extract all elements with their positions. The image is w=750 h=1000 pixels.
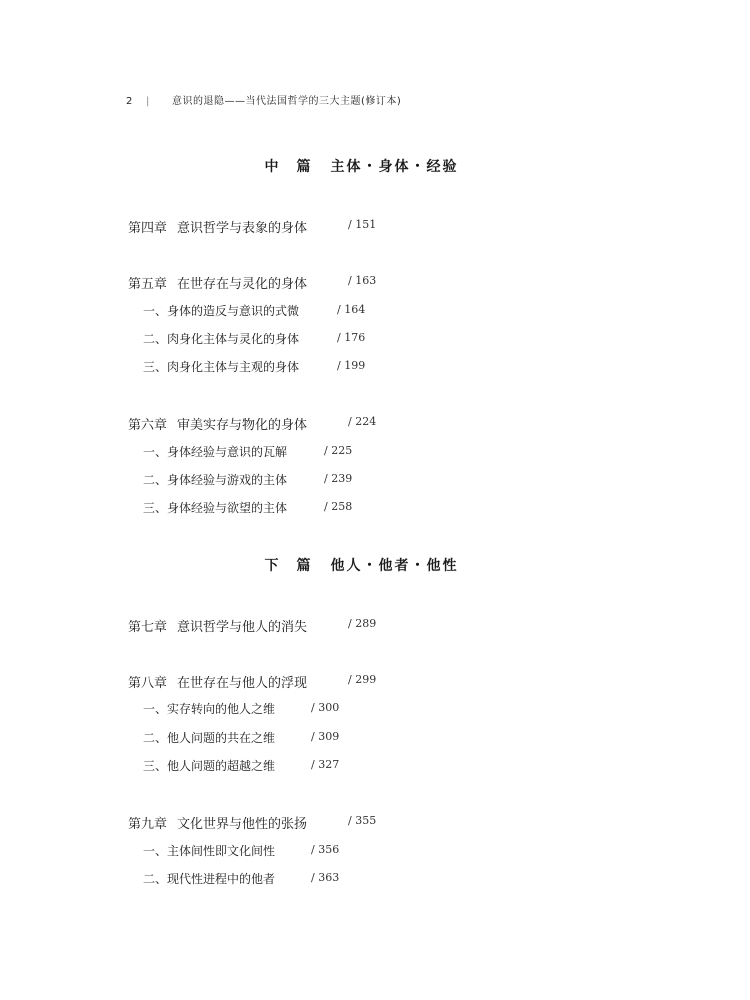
toc-chapter-6[interactable]: [128, 414, 377, 433]
chapter-number: 第七章: [128, 620, 168, 635]
toc-section[interactable]: [143, 842, 340, 859]
section-page: / 199: [337, 359, 366, 372]
toc-chapter-4[interactable]: [128, 217, 377, 236]
chapter-number: 第八章: [128, 676, 168, 691]
running-header: [126, 92, 401, 107]
section-title: 三、他人问题的超越之维: [143, 759, 276, 773]
chapter-number: 第九章: [128, 817, 168, 832]
toc-chapter-7[interactable]: [128, 616, 377, 635]
chapter-page: / 299: [348, 673, 377, 686]
section-title: 一、主体间性即文化间性: [143, 844, 276, 858]
section-page: / 363: [311, 871, 340, 884]
toc-chapter-9[interactable]: [128, 813, 377, 832]
section-page: / 164: [337, 303, 366, 316]
section-title: 三、肉身化主体与主观的身体: [143, 360, 300, 374]
section-title: 一、身体经验与意识的瓦解: [143, 445, 288, 459]
section-title: 三、身体经验与欲望的主体: [143, 501, 288, 515]
chapter-title: 在世存在与他人的浮现: [177, 676, 308, 691]
section-page: / 258: [324, 500, 353, 513]
chapter-page: / 151: [348, 218, 377, 231]
part-heading-lower: [0, 555, 723, 575]
section-title: 一、身体的造反与意识的式微: [143, 304, 300, 318]
section-title: 二、肉身化主体与灵化的身体: [143, 332, 300, 346]
section-page: / 309: [311, 730, 340, 743]
book-title: 意识的退隐——当代法国哲学的三大主题(修订本): [172, 96, 402, 107]
section-page: / 356: [311, 843, 340, 856]
section-title: 一、实存转向的他人之维: [143, 702, 276, 716]
toc-section[interactable]: [143, 700, 340, 717]
chapter-title: 文化世界与他性的张扬: [177, 817, 308, 832]
part-heading-middle: [0, 156, 723, 176]
chapter-title: 意识哲学与他人的消失: [177, 620, 308, 635]
toc-section[interactable]: [143, 729, 340, 746]
section-title: 二、他人问题的共在之维: [143, 731, 276, 745]
part-name: 下 篇: [264, 558, 313, 574]
toc-chapter-5[interactable]: [128, 273, 377, 292]
section-page: / 239: [324, 472, 353, 485]
toc-section[interactable]: [143, 443, 353, 460]
section-page: / 300: [311, 701, 340, 714]
chapter-page: / 289: [348, 617, 377, 630]
chapter-title: 意识哲学与表象的身体: [177, 221, 308, 236]
toc-section[interactable]: [143, 499, 353, 516]
chapter-number: 第四章: [128, 221, 168, 236]
section-page: / 225: [324, 444, 353, 457]
chapter-page: / 224: [348, 415, 377, 428]
part-name: 中 篇: [264, 159, 313, 175]
chapter-page: / 163: [348, 274, 377, 287]
section-title: 二、身体经验与游戏的主体: [143, 473, 288, 487]
chapter-page: / 355: [348, 814, 377, 827]
section-page: / 327: [311, 758, 340, 771]
toc-section[interactable]: [143, 870, 340, 887]
chapter-number: 第五章: [128, 277, 168, 292]
section-title: 二、现代性进程中的他者: [143, 872, 276, 886]
toc-section[interactable]: [143, 757, 340, 774]
page-number: 2: [126, 96, 133, 107]
toc-section[interactable]: [143, 302, 366, 319]
chapter-title: 审美实存与物化的身体: [177, 418, 308, 433]
part-title: 主体・身体・经验: [330, 159, 459, 175]
toc-section[interactable]: [143, 358, 366, 375]
header-separator: |: [146, 96, 150, 107]
toc-section[interactable]: [143, 471, 353, 488]
chapter-number: 第六章: [128, 418, 168, 433]
part-title: 他人・他者・他性: [330, 558, 459, 574]
toc-section[interactable]: [143, 330, 366, 347]
section-page: / 176: [337, 331, 366, 344]
toc-chapter-8[interactable]: [128, 672, 377, 691]
chapter-title: 在世存在与灵化的身体: [177, 277, 308, 292]
